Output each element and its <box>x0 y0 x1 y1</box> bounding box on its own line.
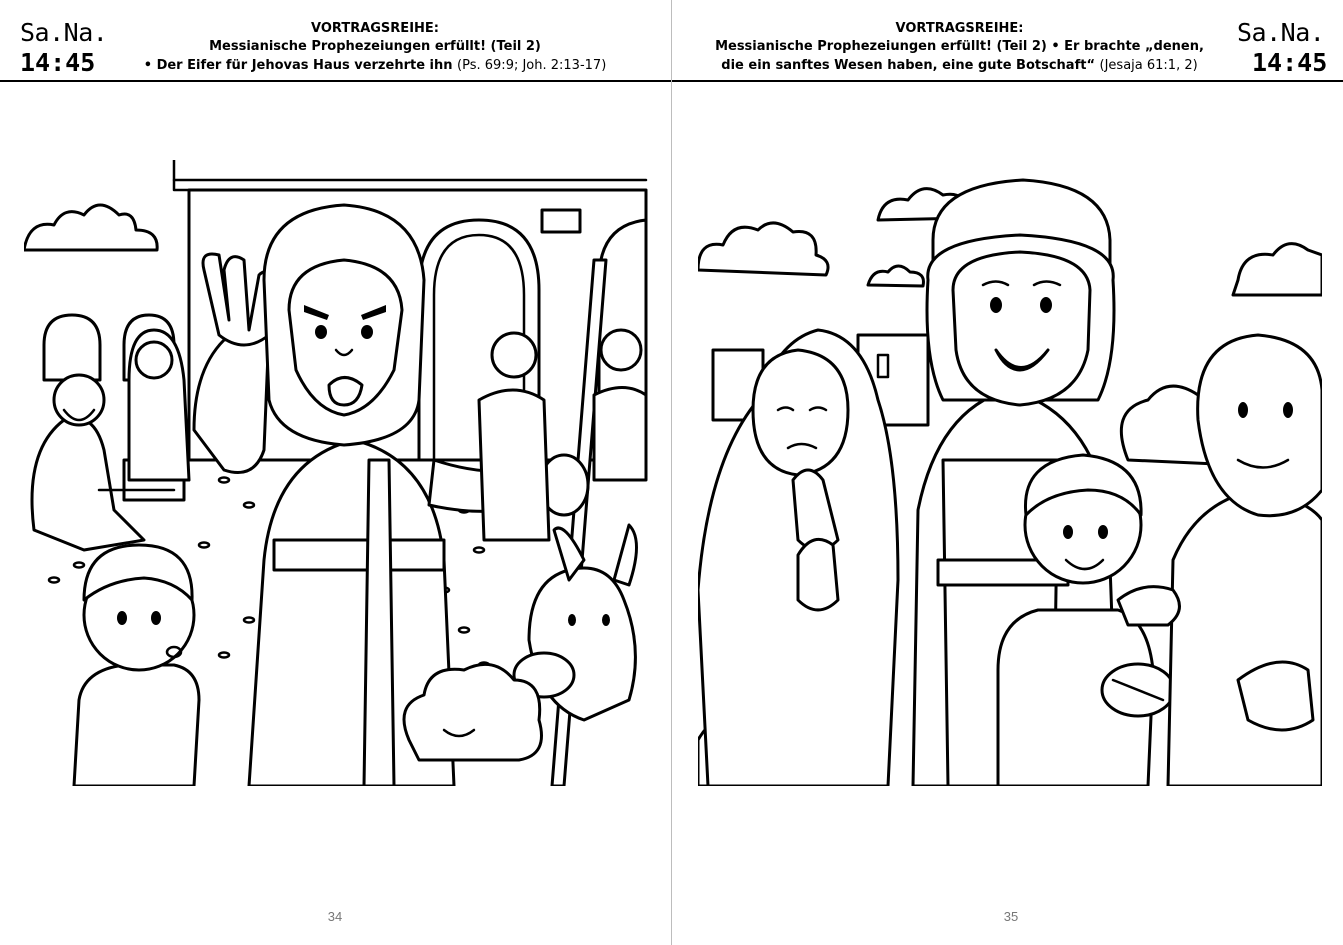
talk-subtitle <box>105 57 645 74</box>
time-label: 14:45 <box>1252 48 1328 77</box>
temple-line-art <box>24 160 648 786</box>
day-label: Sa.Na. <box>1237 18 1325 47</box>
time-label: 14:45 <box>20 48 96 77</box>
day-label: Sa.Na. <box>20 18 108 47</box>
left-page <box>0 0 671 945</box>
page-number: 34 <box>327 909 343 924</box>
comfort-line-art <box>698 160 1322 786</box>
talk-title: Messianische Prophezeiungen erfüllt! (Teil 2) <box>209 39 541 54</box>
subtitle-reference: (Jesaja 61:1, 2) <box>1099 58 1198 73</box>
series-label: VORTRAGSREIHE: <box>311 21 439 36</box>
right-page <box>672 0 1343 945</box>
subtitle-main: die ein sanftes Wesen haben, eine gute Botschaft“ <box>721 58 1095 73</box>
comfort-illustration <box>698 160 1322 786</box>
page-number: 35 <box>1003 909 1019 924</box>
subtitle-reference: (Ps. 69:9; Joh. 2:13-17) <box>457 58 607 73</box>
talk-subtitle <box>692 57 1227 74</box>
temple-illustration <box>24 160 648 786</box>
series-label: VORTRAGSREIHE: <box>895 21 1024 36</box>
talk-title: Messianische Prophezeiungen erfüllt! (Teil 2) • Er brachte „denen, <box>715 39 1204 54</box>
header-rule <box>672 80 1343 82</box>
header-rule <box>0 80 671 82</box>
subtitle-main: • Der Eifer für Jehovas Haus verzehrte ihn <box>143 58 453 73</box>
